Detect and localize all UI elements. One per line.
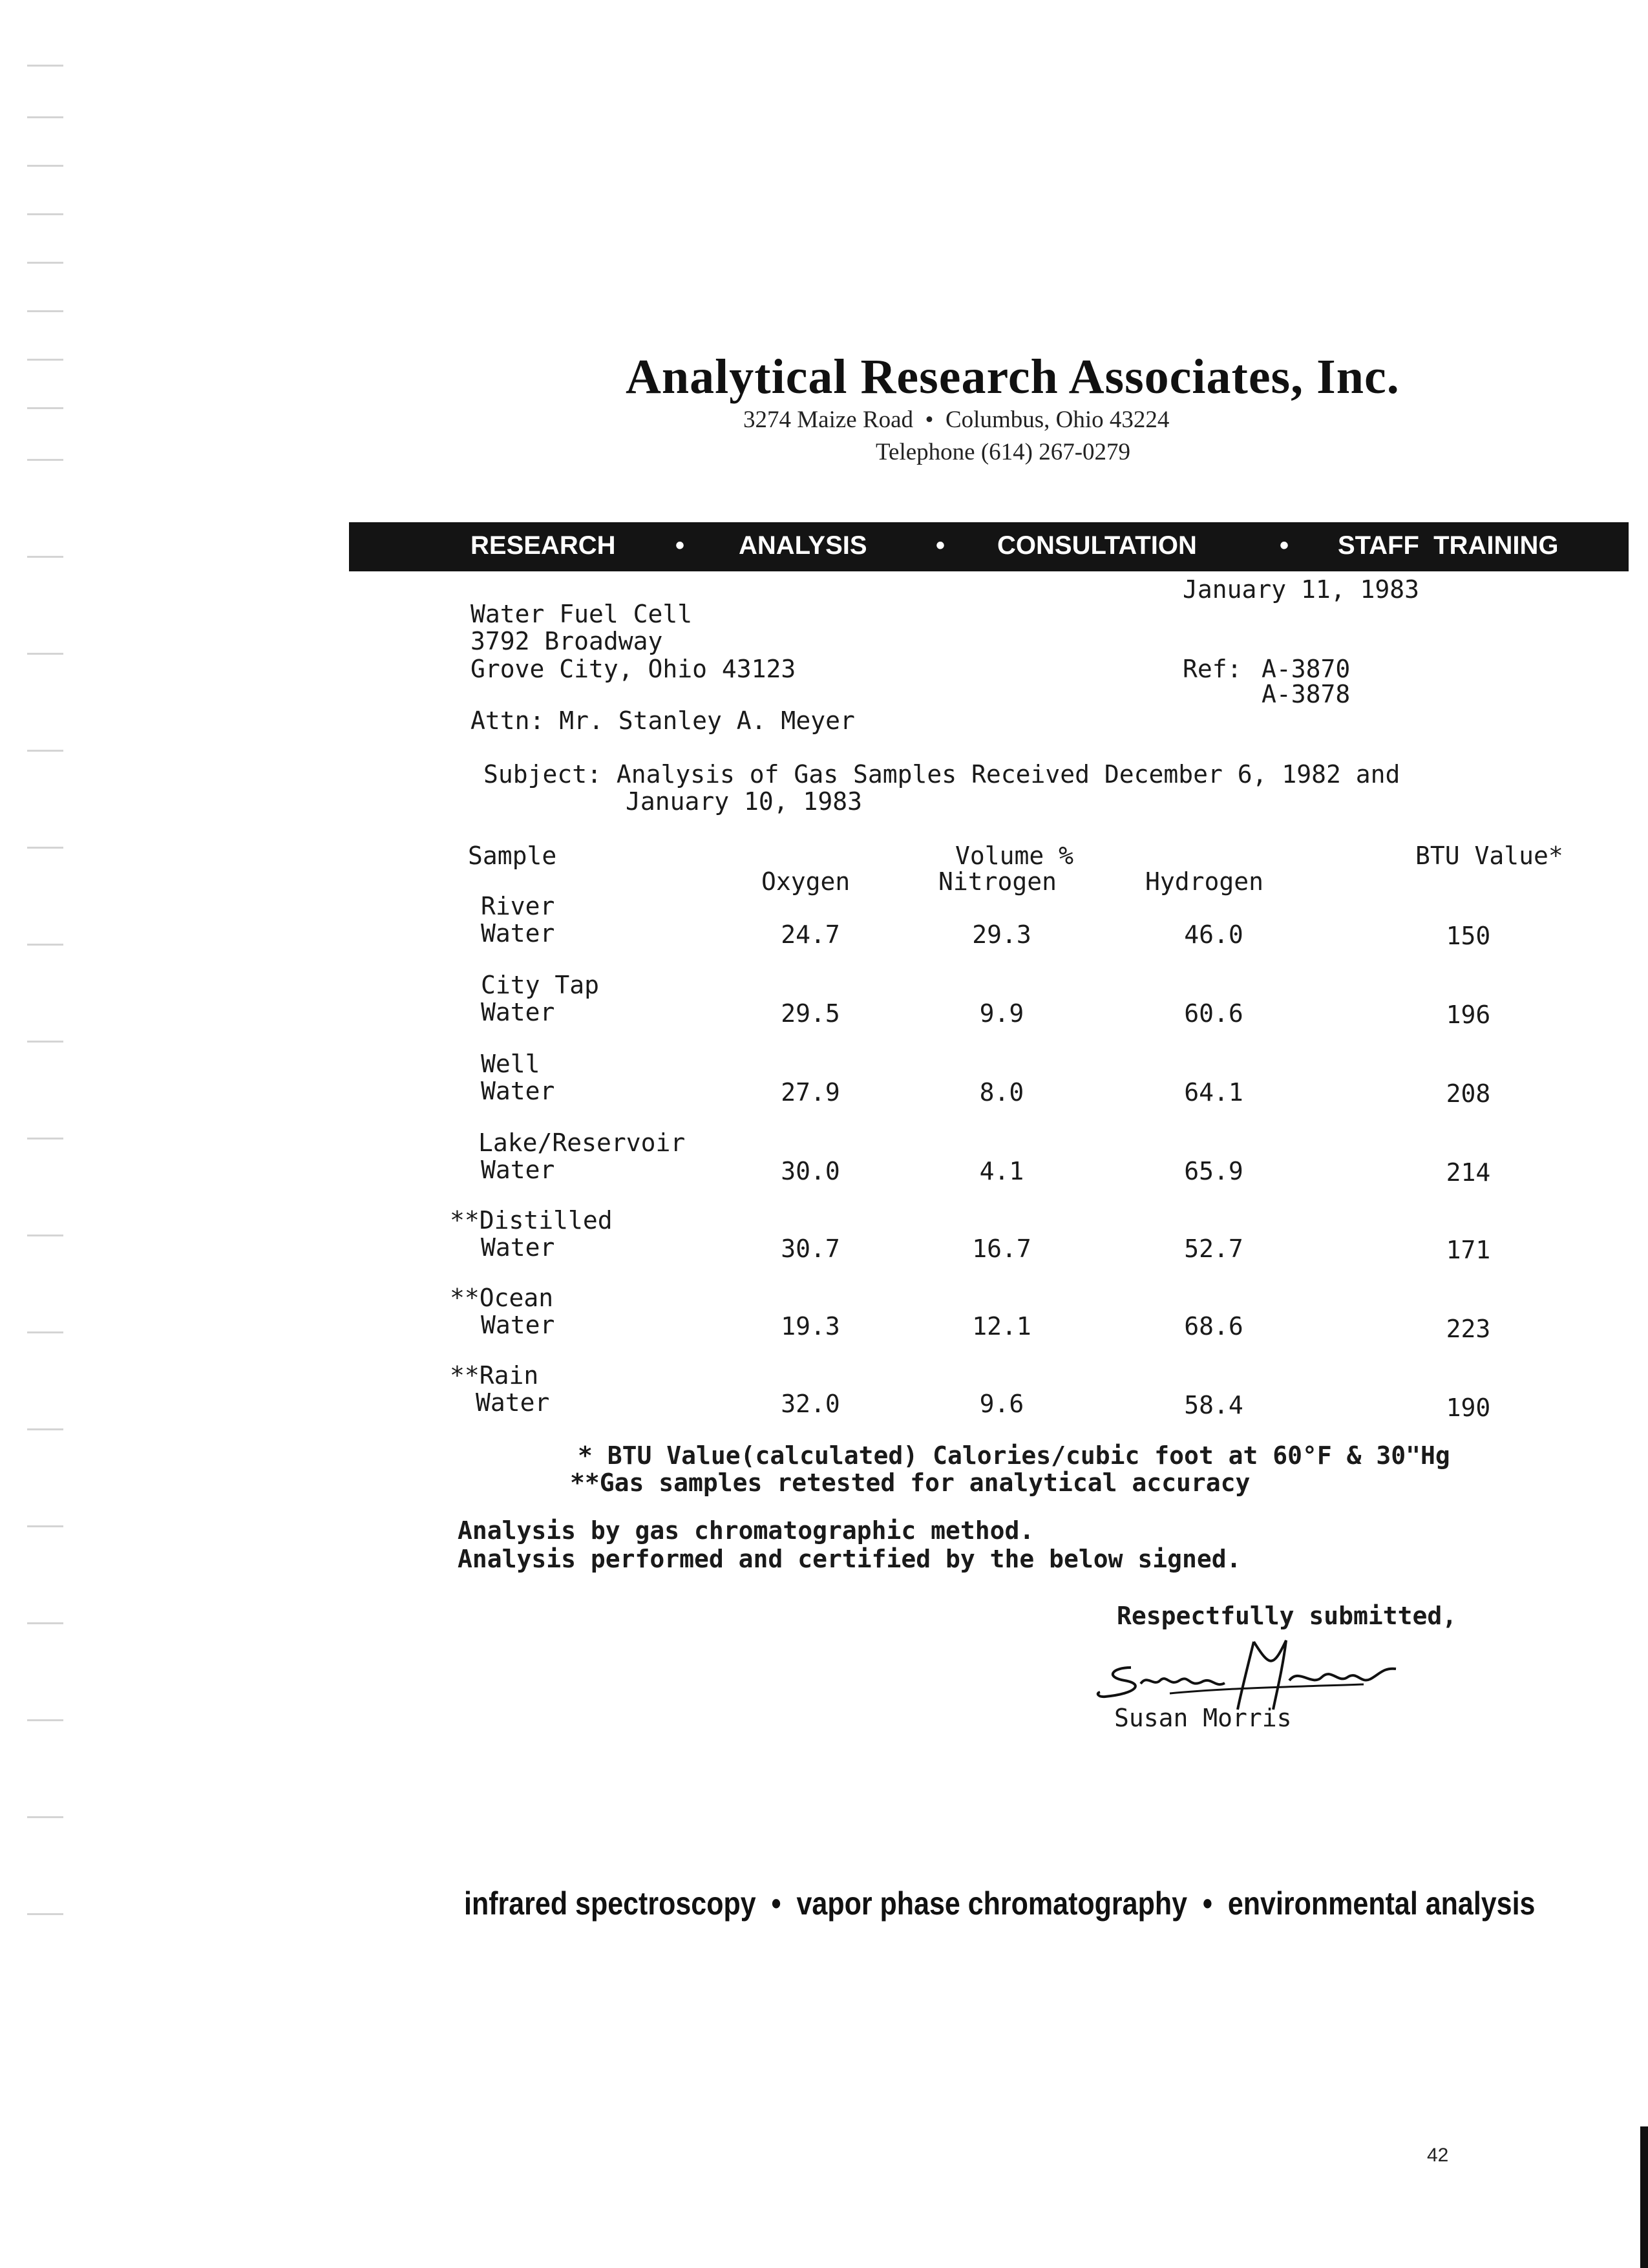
- header-oxygen: Oxygen: [761, 867, 850, 896]
- banner-bullet: •: [936, 531, 945, 560]
- cell-hydrogen: 58.4: [1184, 1391, 1243, 1419]
- company-name: Analytical Research Associates, Inc.: [626, 350, 1400, 404]
- company-address: 3274 Maize Road • Columbus, Ohio 43224: [743, 407, 1170, 433]
- cell-nitrogen: 16.7: [972, 1235, 1031, 1263]
- cell-hydrogen: 64.1: [1184, 1078, 1243, 1107]
- banner-item-research: RESEARCH: [470, 531, 616, 560]
- ref-label: Ref:: [1183, 655, 1242, 683]
- letter-date: January 11, 1983: [1183, 575, 1420, 604]
- footnote-retest: **Gas samples retested for analytical accuracy: [570, 1468, 1251, 1497]
- cell-hydrogen: 65.9: [1184, 1157, 1243, 1185]
- scan-edge: [1640, 2126, 1648, 2268]
- cell-nitrogen: 9.6: [979, 1390, 1024, 1418]
- row-sample-type: Water: [481, 1156, 555, 1184]
- header-sample: Sample: [468, 842, 557, 870]
- banner-item-consultation: CONSULTATION: [997, 531, 1197, 560]
- banner-bullet: •: [675, 531, 685, 560]
- company-telephone: Telephone (614) 267-0279: [876, 439, 1131, 465]
- cell-nitrogen: 12.1: [972, 1312, 1031, 1341]
- row-sample-type: Water: [481, 1077, 555, 1105]
- row-sample-name: **Ocean: [450, 1284, 554, 1312]
- row-sample-name: **Distilled: [450, 1206, 613, 1235]
- row-sample-name: River: [481, 892, 555, 920]
- method-line-2: Analysis performed and certified by the below signed.: [458, 1545, 1241, 1573]
- cell-oxygen: 29.5: [781, 999, 840, 1028]
- row-sample-name: Well: [481, 1050, 540, 1078]
- cell-oxygen: 19.3: [781, 1312, 840, 1341]
- row-sample-type: Water: [481, 1233, 555, 1262]
- banner-item-analysis: ANALYSIS: [739, 531, 867, 560]
- valediction: Respectfully submitted,: [1117, 1602, 1457, 1630]
- banner-bullet: •: [1280, 531, 1289, 560]
- ref-number-1: A-3870: [1262, 655, 1351, 683]
- cell-oxygen: 30.0: [781, 1157, 840, 1185]
- recipient-line-3: Grove City, Ohio 43123: [470, 655, 796, 683]
- header-volume: Volume %: [955, 842, 1074, 870]
- header-nitrogen: Nitrogen: [938, 867, 1057, 896]
- row-sample-type: Water: [481, 919, 555, 948]
- cell-btu: 223: [1446, 1315, 1491, 1343]
- cell-btu: 171: [1446, 1236, 1491, 1264]
- subject-line-2: January 10, 1983: [626, 787, 863, 816]
- banner-item-staff-training: STAFF TRAINING: [1338, 531, 1559, 560]
- header-hydrogen: Hydrogen: [1145, 867, 1264, 896]
- signer-name: Susan Morris: [1114, 1704, 1292, 1732]
- attention-line: Attn: Mr. Stanley A. Meyer: [470, 706, 855, 735]
- cell-nitrogen: 9.9: [979, 999, 1024, 1028]
- cell-btu: 196: [1446, 1001, 1491, 1029]
- cell-oxygen: 32.0: [781, 1390, 840, 1418]
- row-sample-name: Lake/Reservoir: [478, 1129, 686, 1157]
- cell-oxygen: 27.9: [781, 1078, 840, 1107]
- cell-hydrogen: 68.6: [1184, 1312, 1243, 1341]
- row-sample-name: **Rain: [450, 1361, 539, 1390]
- cell-btu: 190: [1446, 1394, 1491, 1422]
- cell-oxygen: 30.7: [781, 1235, 840, 1263]
- cell-btu: 150: [1446, 922, 1491, 950]
- subject-line-1: Subject: Analysis of Gas Samples Received December 6, 1982 and: [483, 760, 1400, 789]
- cell-hydrogen: 60.6: [1184, 999, 1243, 1028]
- cell-hydrogen: 46.0: [1184, 920, 1243, 949]
- cell-nitrogen: 4.1: [979, 1157, 1024, 1185]
- cell-nitrogen: 29.3: [972, 920, 1031, 949]
- cell-oxygen: 24.7: [781, 920, 840, 949]
- row-sample-type: Water: [481, 998, 555, 1026]
- page-number: 42: [1427, 2145, 1449, 2166]
- services-banner: [349, 522, 1629, 571]
- ref-number-2: A-3878: [1262, 680, 1351, 708]
- recipient-line-2: 3792 Broadway: [470, 627, 663, 655]
- row-sample-name: City Tap: [481, 971, 600, 999]
- header-btu: BTU Value*: [1415, 842, 1563, 870]
- cell-nitrogen: 8.0: [979, 1078, 1024, 1107]
- cell-btu: 208: [1446, 1079, 1491, 1108]
- footnote-btu: * BTU Value(calculated) Calories/cubic foot at 60°F & 30"Hg: [578, 1441, 1450, 1470]
- cell-hydrogen: 52.7: [1184, 1235, 1243, 1263]
- recipient-line-1: Water Fuel Cell: [470, 600, 693, 628]
- row-sample-type: Water: [481, 1311, 555, 1339]
- cell-btu: 214: [1446, 1158, 1491, 1187]
- handwritten-signature: [1092, 1629, 1454, 1713]
- services-footer: infrared spectroscopy • vapor phase chromatography • environmental analysis: [464, 1885, 1536, 1922]
- method-line-1: Analysis by gas chromatographic method.: [458, 1516, 1035, 1545]
- row-sample-type: Water: [476, 1388, 550, 1417]
